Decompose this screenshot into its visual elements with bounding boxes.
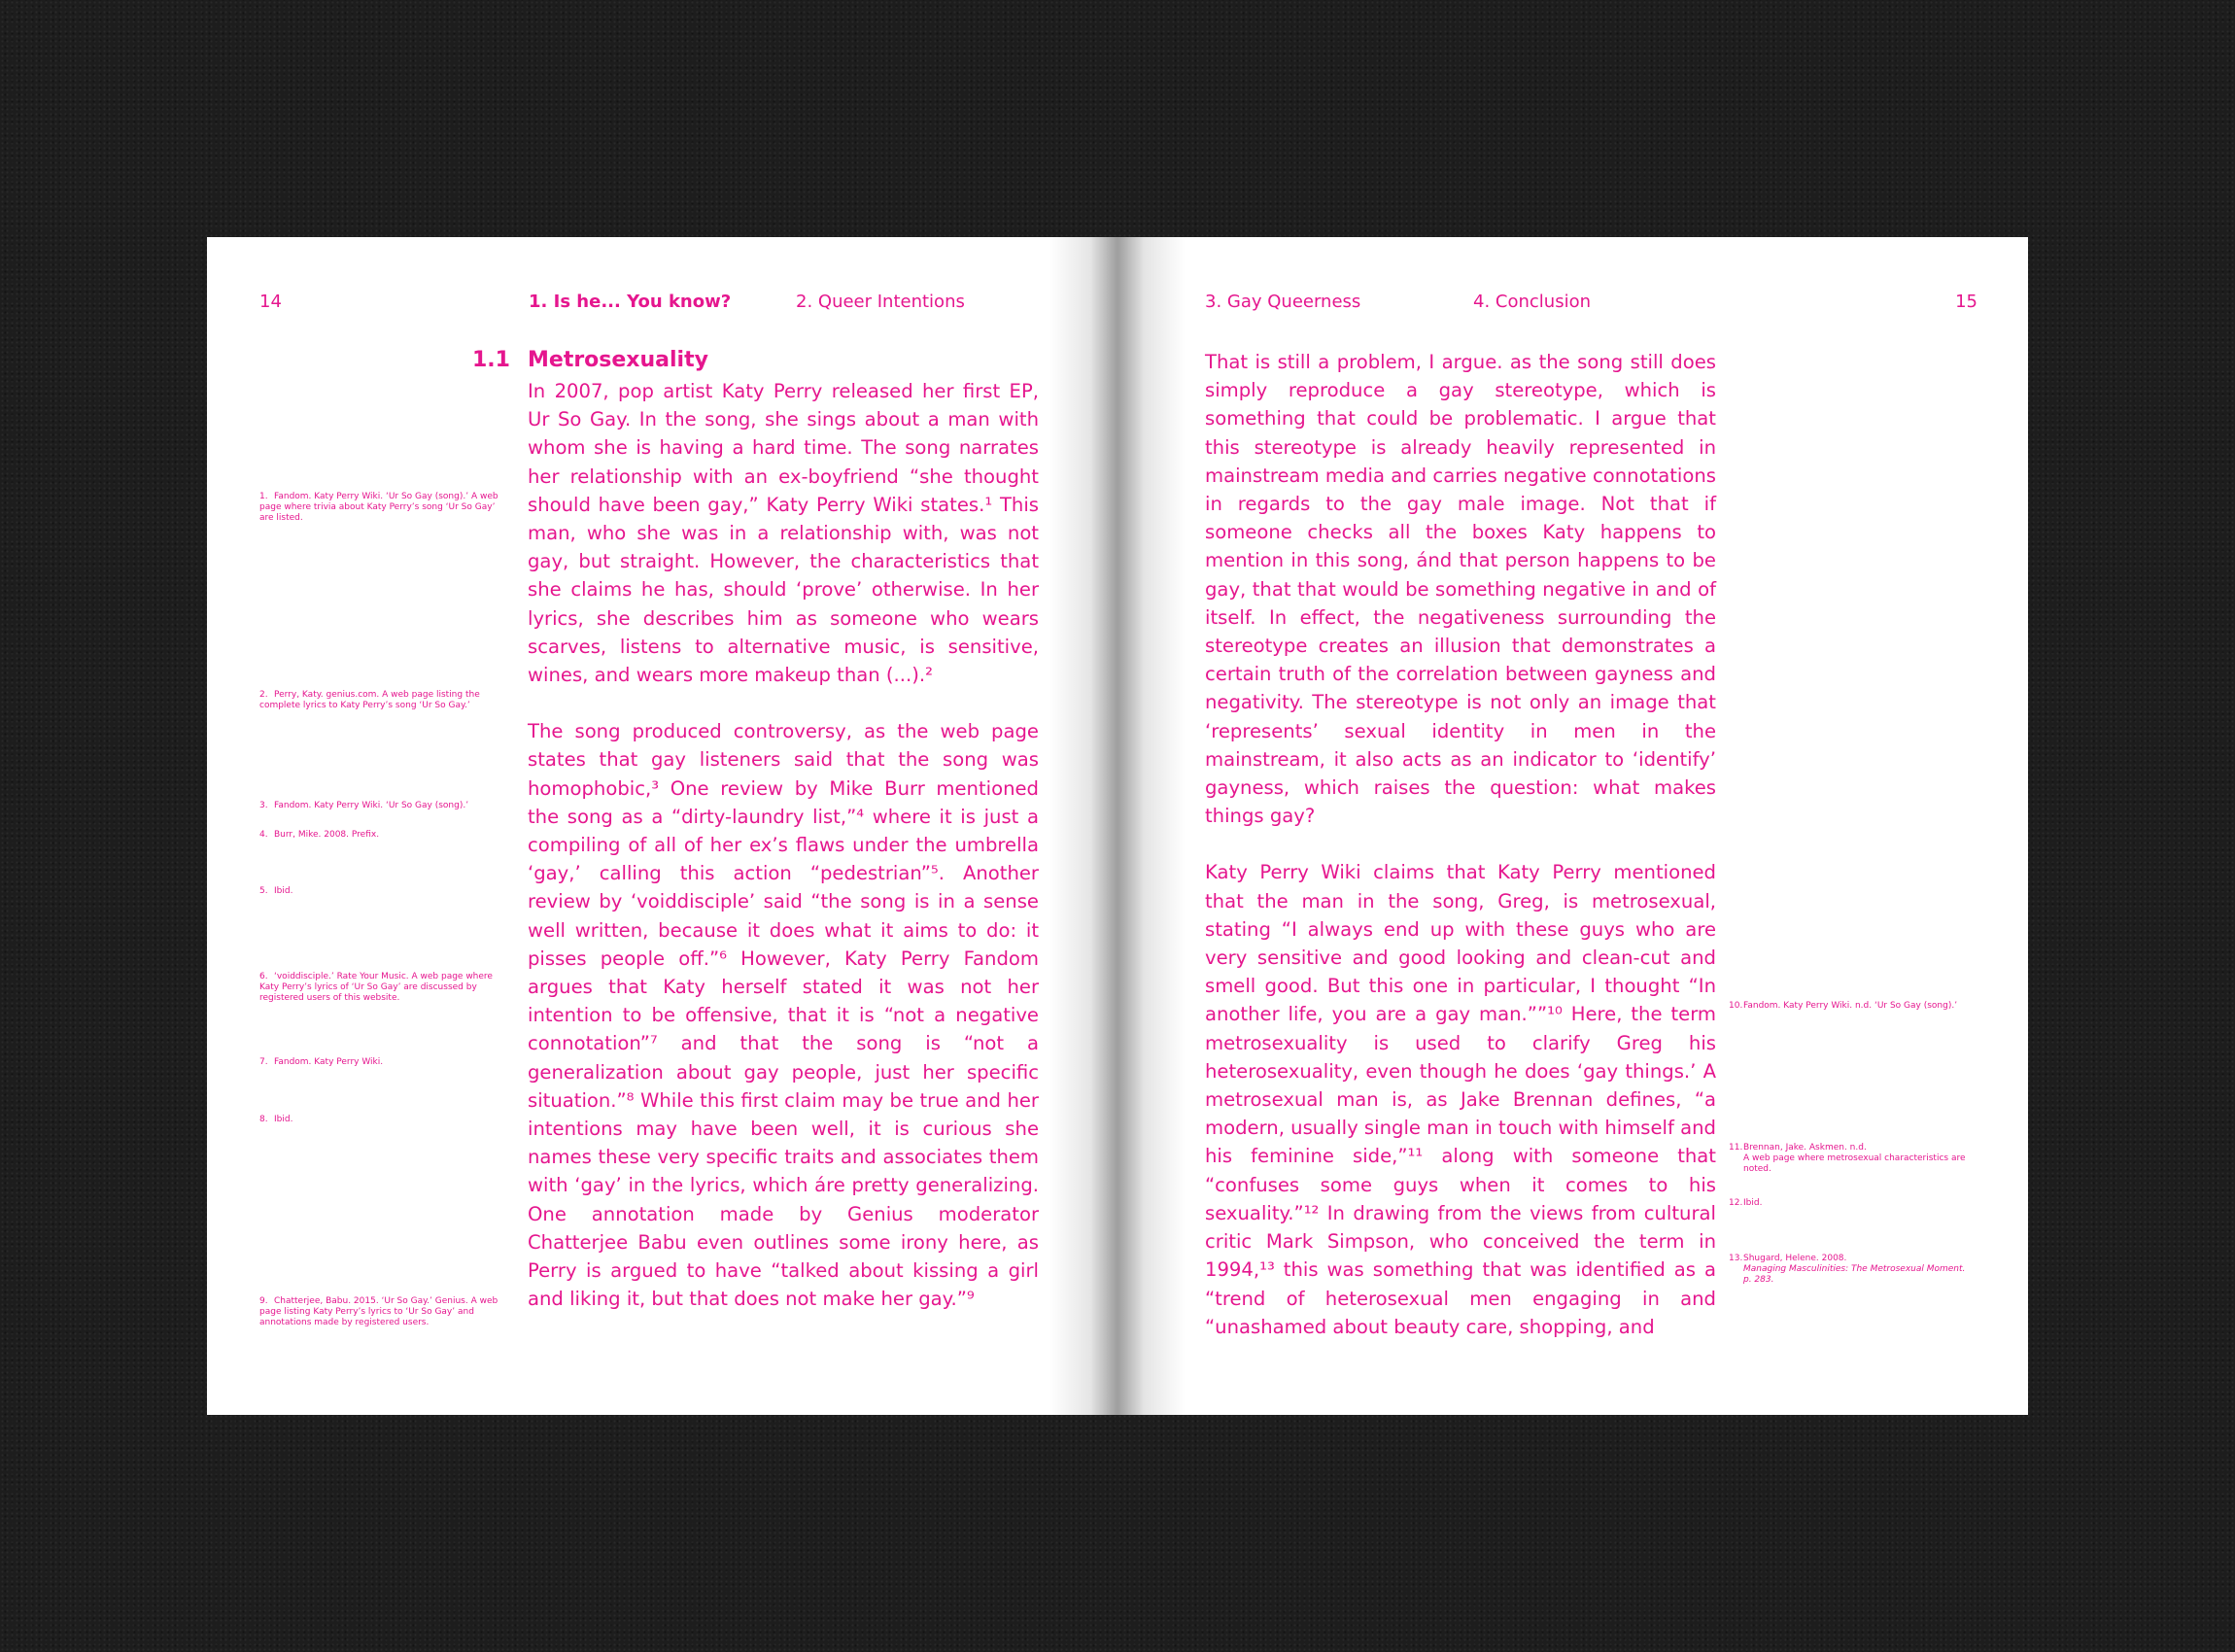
page-number: 15 xyxy=(1955,292,1977,312)
body-text xyxy=(1205,348,1716,1341)
footnote: 2. Perry, Katy. genius.com. A web page listing the complete lyrics to Katy Perry’s song ‘Ur So Gay.’ xyxy=(259,690,480,710)
footnote: 3. Fandom. Katy Perry Wiki. ‘Ur So Gay (song).’ xyxy=(259,801,469,810)
footnote: 6. ‘voiddisciple.’ Rate Your Music. A web page where Katy Perry’s lyrics of ‘Ur So Gay’ are discussed by registered users of this website. xyxy=(259,972,493,1003)
paragraph: Katy Perry Wiki claims that Katy Perry mentioned that the man in the song, Greg, is metrosexual, stating “I always end up with these guys who are very sensitive and good looking and clean-cut and smell good. But this one in particular, I thought “In another life, you are a gay man.””¹⁰ Here, the term metrosexuality is used to clarify Greg his heterosexuality, even though he does ‘gay things.’ A metrosexual man is, as Jake Brennan defines, “a modern, usually single man in touch with himself and his feminine side,”¹¹ along with someone that “confuses some guys when it comes to his sexuality.”¹² In drawing from the views from cultural critic Mark Simpson, who conceived the term in 1994,¹³ this was something that was identified as a “trend of heterosexual men engaging in and “unashamed about beauty care, shopping, and xyxy=(1205,861,1716,1338)
footnote: 8. Ibid. xyxy=(259,1115,293,1124)
section-number: 1.1 xyxy=(472,348,510,372)
nav-chapter-2: 2. Queer Intentions xyxy=(796,292,965,312)
paragraph: The song produced controversy, as the web page states that gay listeners said that the song was homophobic,³ One review by Mike Burr mentioned the song as a “dirty-laundry list,”⁴ where it is just a compiling of all of her ex’s flaws under the umbrella ‘gay,’ calling this action “pedestrian”⁵. Another review by ‘voiddisciple’ said “the song is in a sense well written, because it does what it aims to do: it pisses people off.”⁶ However, Katy Perry Fandom argues that Katy herself stated it was not her intention to be offensive, that it is “not a negative connotation”⁷ and that the song is “not a generalization about gay people, just her specific situation.”⁸ While this first claim may be true and her intentions may have been well, it is curious she names these very specific traits and associates them with ‘gay’ in the lyrics, which áre pretty generalizing. One annotation made by Genius moderator Chatterjee Babu even outlines some irony here, as Perry is argued to have “talked about kissing a girl and liking it, but that does not make her gay.”⁹ xyxy=(528,720,1039,1311)
footnote: 5. Ibid. xyxy=(259,886,293,896)
footnote: 12.Ibid. xyxy=(1729,1198,1763,1208)
nav-chapter-3: 3. Gay Queerness xyxy=(1205,292,1361,312)
footnote: 11.Brennan, Jake. Askmen. n.d. A web page where metrosexual characteristics are noted. xyxy=(1729,1143,1966,1174)
nav-chapter-1: 1. Is he... You know? xyxy=(529,292,732,312)
book-spread xyxy=(207,237,2028,1415)
gutter-shadow-left xyxy=(1049,237,1118,1415)
footnote: 10.Fandom. Katy Perry Wiki. n.d. ‘Ur So Gay (song).’ xyxy=(1729,1001,1958,1011)
right-page xyxy=(1118,237,2028,1415)
footnote: 1. Fandom. Katy Perry Wiki. ‘Ur So Gay (song).’ A web page where trivia about Katy Perry’s song ‘Ur So Gay’ are listed. xyxy=(259,492,499,523)
paragraph: In 2007, pop artist Katy Perry released her first EP, Ur So Gay. In the song, she sings about a man with whom she is having a hard time. The song narrates her relationship with an ex-boyfriend “she thought should have been gay,” Katy Perry Wiki states.¹ This man, who she was in a relationship with, was not gay, but straight. However, the characteristics that she claims he has, should ‘prove’ otherwise. In her lyrics, she describes him as someone who wears scarves, listens to alternative music, is sensitive, wines, and wears more makeup than (...).² xyxy=(528,380,1039,687)
paragraph: That is still a problem, I argue. as the song still does simply reproduce a gay stereotype, which is something that could be problematic. I argue that this stereotype is already heavily represented in mainstream media and carries negative connotations in regards to the gay male image. Not that if someone checks all the boxes Katy happens to mention in this song, ánd that person happens to be gay, that that would be something negative in and of itself. In effect, the negativeness surrounding the stereotype creates an illusion that demonstrates a certain truth of the correlation between gayness and negativity. The stereotype is not only an image that ‘represents’ sexual identity in men in the mainstream, it also acts as an indicator to ‘identify’ gayness, which raises the question: what makes things gay? xyxy=(1205,351,1716,828)
footnote: 4. Burr, Mike. 2008. Prefix. xyxy=(259,830,380,840)
left-page xyxy=(207,237,1118,1415)
nav-chapter-4: 4. Conclusion xyxy=(1473,292,1591,312)
gutter-shadow-right xyxy=(1118,237,1186,1415)
section-title: Metrosexuality xyxy=(528,348,708,372)
footnote: 9. Chatterjee, Babu. 2015. ‘Ur So Gay.’ Genius. A web page listing Katy Perry’s lyrics to ‘Ur So Gay’ and annotations made by registered users. xyxy=(259,1296,499,1327)
body-text xyxy=(528,377,1039,1314)
footnote: 13.Shugard, Helene. 2008. Managing Masculinities: The Metrosexual Moment. p. 283. xyxy=(1729,1254,1966,1285)
page-number: 14 xyxy=(259,292,282,312)
footnote: 7. Fandom. Katy Perry Wiki. xyxy=(259,1057,384,1067)
